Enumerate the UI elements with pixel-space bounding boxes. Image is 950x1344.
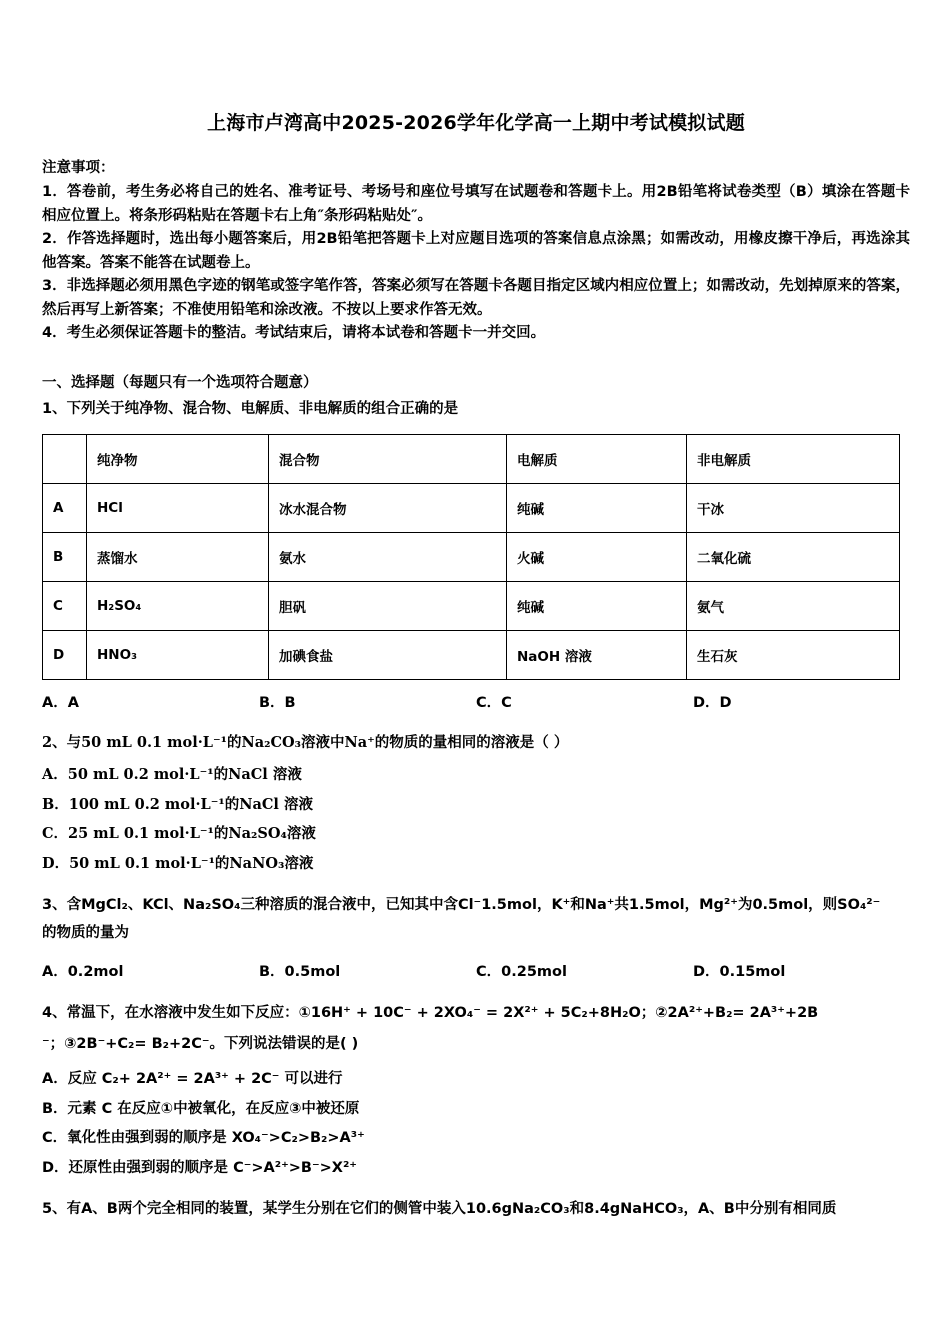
cell-a-nonelectrolyte: 干冰 (687, 483, 900, 532)
question-1-option-d[interactable]: D．D (693, 694, 732, 711)
row-label-a: A (43, 483, 87, 532)
cell-c-pure: H₂SO₄ (87, 581, 269, 630)
question-2-option-c[interactable]: C．25 mL 0.1 mol·L⁻¹的Na₂SO₄溶液 (42, 825, 316, 843)
question-4-option-a[interactable]: A．反应 C₂+ 2A²⁺ = 2A³⁺ + 2C⁻ 可以进行 (42, 1071, 343, 1088)
table-row (43, 630, 900, 679)
question-1-options (42, 689, 910, 719)
question-2-option-d[interactable]: D．50 mL 0.1 mol·L⁻¹的NaNO₃溶液 (42, 855, 314, 873)
table-header-cell-1: 纯净物 (87, 434, 269, 483)
question-1-stem: 1、下列关于纯净物、混合物、电解质、非电解质的组合正确的是 (42, 400, 459, 417)
row-label-b: B (43, 532, 87, 581)
question-1-option-b[interactable]: B．B (259, 694, 296, 711)
cell-c-nonelectrolyte: 氨气 (687, 581, 900, 630)
table-row (43, 581, 900, 630)
table-row (43, 483, 900, 532)
cell-d-nonelectrolyte: 生石灰 (687, 630, 900, 679)
cell-b-electrolyte: 火碱 (507, 532, 687, 581)
notice-block (42, 157, 910, 346)
row-label-d: D (43, 630, 87, 679)
question-3-stem-line-2: 的物质的量为 (42, 925, 129, 942)
question-3-option-a[interactable]: A．0.2mol (42, 964, 124, 981)
table-header-cell-4: 非电解质 (687, 434, 900, 483)
page-title: 上海市卢湾高中2025-2026学年化学高一上期中考试模拟试题 (207, 112, 745, 134)
question-4-option-c[interactable]: C．氧化性由强到弱的顺序是 XO₄⁻>C₂>B₂>A³⁺ (42, 1130, 365, 1147)
table-header-cell-0 (43, 434, 87, 483)
notice-item-3: 3．非选择题必须用黑色字迹的钢笔或签字笔作答，答案必须写在答题卡各题目指定区域内相应位置上；如需改动，先划掉原来的答案，然后再写上新答案；不准使用铅笔和涂改液。不按以上要求作答无效。 (42, 278, 910, 318)
cell-a-mixture: 冰水混合物 (269, 483, 507, 532)
cell-d-electrolyte: NaOH 溶液 (507, 630, 687, 679)
question-3-options (42, 958, 910, 988)
question-4-options (42, 1065, 910, 1184)
row-label-c: C (43, 581, 87, 630)
cell-a-electrolyte: 纯碱 (507, 483, 687, 532)
question-5-stem: 5、有A、B两个完全相同的装置，某学生分别在它们的侧管中装入10.6gNa₂CO₃和8.4gNaHCO₃，A、B中分别有相同质 (42, 1200, 837, 1217)
table-row (43, 532, 900, 581)
cell-b-nonelectrolyte: 二氧化硫 (687, 532, 900, 581)
cell-b-mixture: 氨水 (269, 532, 507, 581)
question-1-option-a[interactable]: A．A (42, 694, 79, 711)
cell-a-pure: HCl (87, 483, 269, 532)
question-3-stem-line-1: 3、含MgCl₂、KCl、Na₂SO₄三种溶质的混合液中，已知其中含Cl⁻1.5mol，K⁺和Na⁺共1.5mol，Mg²⁺为0.5mol，则SO₄²⁻ (42, 896, 881, 913)
question-2-option-a[interactable]: A．50 mL 0.2 mol·L⁻¹的NaCl 溶液 (42, 765, 302, 783)
question-4-stem-line-2: ⁻；③2B⁻+C₂= B₂+2C⁻。下列说法错误的是( ) (42, 1036, 359, 1053)
cell-c-electrolyte: 纯碱 (507, 581, 687, 630)
question-2-options (42, 760, 910, 879)
cell-b-pure: 蒸馏水 (87, 532, 269, 581)
notice-heading: 注意事项： (42, 159, 115, 176)
cell-d-mixture: 加碘食盐 (269, 630, 507, 679)
question-1-table (42, 434, 900, 680)
notice-item-2: 2．作答选择题时，选出每小题答案后，用2B铅笔把答题卡上对应题目选项的答案信息点涂黑；如需改动，用橡皮擦干净后，再选涂其他答案。答案不能答在试题卷上。 (42, 231, 910, 271)
cell-d-pure: HNO₃ (87, 630, 269, 679)
section-heading-choice: 一、选择题（每题只有一个选项符合题意） (42, 374, 318, 391)
question-2-option-b[interactable]: B．100 mL 0.2 mol·L⁻¹的NaCl 溶液 (42, 795, 313, 813)
table-header-cell-2: 混合物 (269, 434, 507, 483)
question-4-stem-line-1: 4、常温下，在水溶液中发生如下反应：①16H⁺ + 10C⁻ + 2XO₄⁻ = 2X²⁺ + 5C₂+8H₂O；②2A²⁺+B₂= 2A³⁺+2B (42, 1004, 819, 1021)
question-1-option-c[interactable]: C．C (476, 694, 512, 711)
table-header-cell-3: 电解质 (507, 434, 687, 483)
question-2-stem: 2、与50 mL 0.1 mol·L⁻¹的Na₂CO₃溶液中Na⁺的物质的量相同的溶液是（ ） (42, 734, 569, 752)
question-4-option-b[interactable]: B．元素 C 在反应①中被氧化，在反应③中被还原 (42, 1100, 360, 1117)
question-3-option-b[interactable]: B．0.5mol (259, 964, 341, 981)
question-3-option-d[interactable]: D．0.15mol (693, 964, 786, 981)
notice-item-1: 1．答卷前，考生务必将自己的姓名、准考证号、考场号和座位号填写在试题卷和答题卡上。用2B铅笔将试卷类型（B）填涂在答题卡相应位置上。将条形码粘贴在答题卡右上角″条形码粘贴处″。 (42, 184, 910, 224)
table-header-row (43, 434, 900, 483)
question-3-option-c[interactable]: C．0.25mol (476, 964, 567, 981)
page-content (42, 0, 910, 1222)
question-4-option-d[interactable]: D．还原性由强到弱的顺序是 C⁻>A²⁺>B⁻>X²⁺ (42, 1160, 357, 1177)
notice-item-4: 4．考生必须保证答题卡的整洁。考试结束后，请将本试卷和答题卡一并交回。 (42, 325, 546, 342)
cell-c-mixture: 胆矾 (269, 581, 507, 630)
